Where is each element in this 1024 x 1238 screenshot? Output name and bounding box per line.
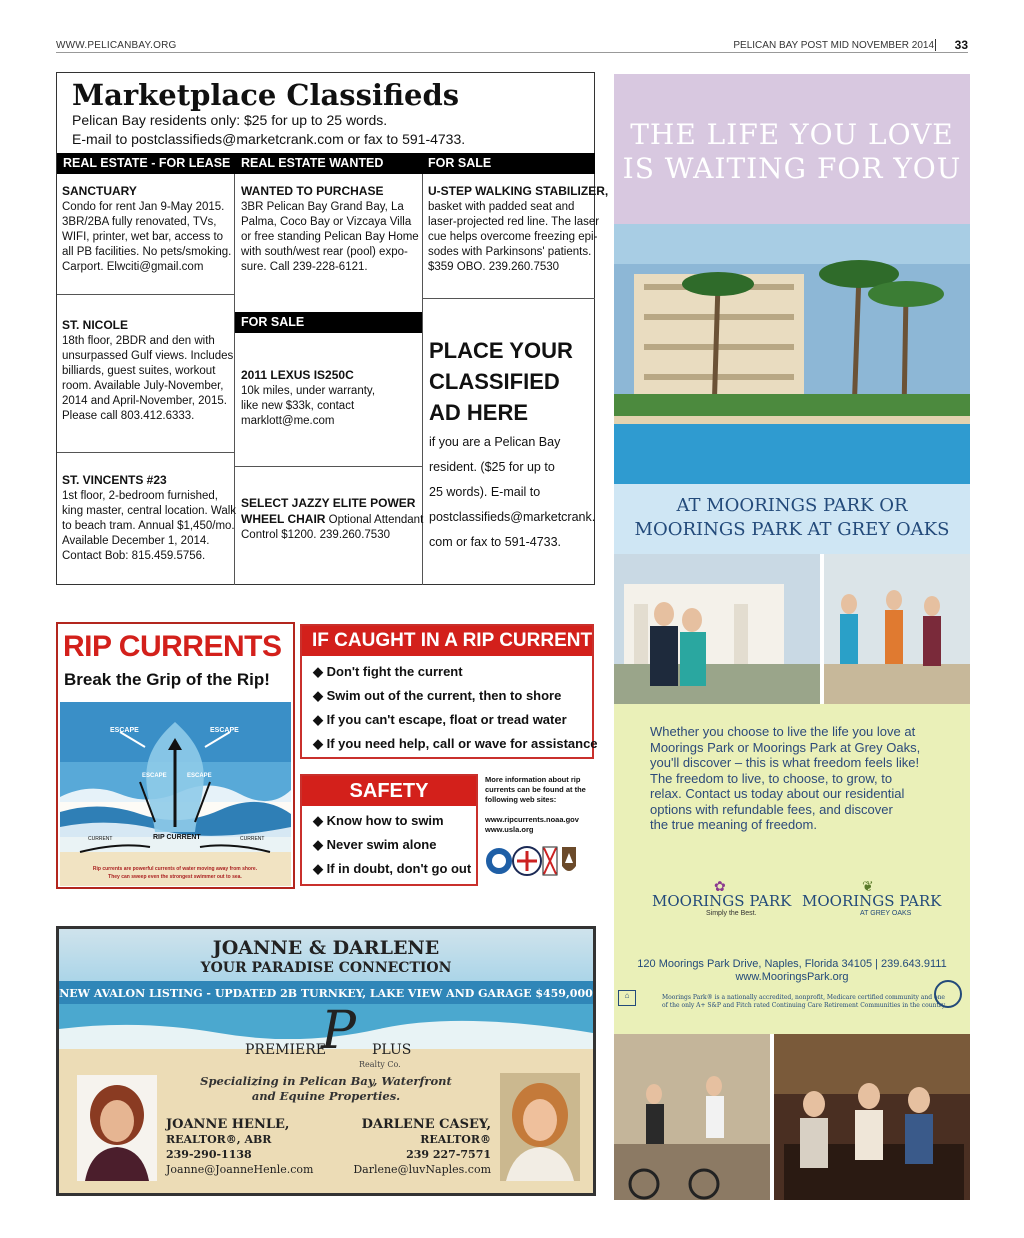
location-line: AT MOORINGS PARK OR xyxy=(676,495,908,516)
caught-text: If you need help, call or wave for assistance xyxy=(326,736,598,751)
headline-line: IS WAITING FOR YOU xyxy=(622,152,962,185)
logo-tagline: AT GREY OAKS xyxy=(860,910,912,917)
classifieds-title: Marketplace Classifieds xyxy=(72,78,460,112)
ad-title: 2011 LEXUS IS250C xyxy=(241,368,354,382)
realtor-names: JOANNE & DARLENE xyxy=(212,937,440,959)
headline-line: THE LIFE YOU LOVE xyxy=(630,118,954,151)
equal-housing-icon: ⌂ xyxy=(618,990,636,1006)
orchid-logo-icon: ✿ xyxy=(714,878,726,894)
ad-line: Carport. Elwciti@gmail.com xyxy=(62,261,204,273)
diamond-icon: ◆ xyxy=(313,712,327,727)
fine-line: of the only A+ S&P and Fitch rated Continuing Care Retirement Communities in the country. xyxy=(662,1002,947,1009)
caught-item xyxy=(313,664,463,680)
ad-wheelchair xyxy=(241,496,423,543)
diamond-icon: ◆ xyxy=(313,688,327,703)
logo-p-monogram: P xyxy=(321,1001,356,1061)
current-label: CURRENT xyxy=(88,836,113,842)
ad-title: WANTED TO PURCHASE xyxy=(241,184,384,198)
col-head-wanted: REAL ESTATE WANTED xyxy=(241,156,384,170)
rip-subtitle: Break the Grip of the Rip! xyxy=(64,670,270,689)
ad-line: with south/west rear (pool) expo- xyxy=(241,246,408,258)
ad-line: 2014 and April-November, 2015. xyxy=(62,395,227,407)
safety-text: Know how to swim xyxy=(326,813,444,828)
escape-label: ESCAPE xyxy=(110,727,139,734)
row-divider xyxy=(57,452,234,453)
ad-line: laser-projected red line. The laser xyxy=(428,216,600,228)
darlene-photo xyxy=(500,1073,580,1181)
ad-line: marklott@me.com xyxy=(241,415,335,427)
moorings-park-ad xyxy=(614,74,970,1200)
ad-line: Contact Bob: 815.459.5756. xyxy=(62,550,206,562)
safety-title: SAFETY xyxy=(349,780,429,802)
ad-line: king master, central location. Walk xyxy=(62,505,237,517)
ad-line: Control $1200. 239.260.7530 xyxy=(241,529,390,541)
specialty-text xyxy=(169,1074,483,1104)
header-divider xyxy=(935,39,936,51)
address: 120 Moorings Park Drive, Naples, Florida 34105 | 239.643.9111 xyxy=(637,958,947,970)
rip-caption: They can sweep even the strongest swimmer out to sea. xyxy=(108,874,242,880)
rip-current-label: RIP CURRENT xyxy=(153,834,201,841)
ad-line: 1st floor, 2-bedroom furnished, xyxy=(62,490,218,502)
agent-darlene xyxy=(339,1117,491,1177)
place-ad-body xyxy=(429,430,596,555)
ad-line: 18th floor, 2BDR and den with xyxy=(62,335,215,347)
ad-line: basket with padded seat and xyxy=(428,201,575,213)
caught-text: If you can't escape, float or tread water xyxy=(326,712,567,727)
diamond-icon: ◆ xyxy=(313,813,327,828)
logo-premiere: PREMIERE xyxy=(245,1042,327,1058)
body-line: relax. Contact us today about our residential xyxy=(650,786,905,801)
ad-title: ST. VINCENTS #23 xyxy=(62,473,167,487)
ad-st-nicole xyxy=(62,318,233,424)
header-rule xyxy=(56,52,968,53)
place-ad-heading xyxy=(429,335,573,428)
moorings-body xyxy=(650,724,932,833)
ad-title: ST. NICOLE xyxy=(62,318,129,332)
ad-line: WIFI, printer, wet bar, access to xyxy=(62,231,224,243)
ad-line: 3BR Pelican Bay Grand Bay, La xyxy=(241,201,404,213)
agent-joanne xyxy=(166,1117,313,1177)
page-number: 33 xyxy=(954,38,968,52)
logo-tagline: Simply the Best. xyxy=(706,910,757,917)
rip-caption: Rip currents are powerful currents of water moving away from shore. xyxy=(92,866,258,872)
oak-logo-icon: ❦ xyxy=(862,878,874,894)
for-sale-label: FOR SALE xyxy=(241,315,305,329)
body-line: if you are a Pelican Bay xyxy=(429,435,561,449)
rip-title: RIP CURRENTS xyxy=(63,630,282,663)
ad-line: 10k miles, under warranty, xyxy=(241,385,376,397)
caught-item xyxy=(313,712,567,728)
resort-pool-photo xyxy=(614,224,970,484)
agent-phone: 239 227-7571 xyxy=(406,1148,491,1161)
more-info xyxy=(485,775,595,835)
realtor-ad xyxy=(56,926,596,1196)
heading-line: PLACE YOUR xyxy=(429,338,573,363)
headline xyxy=(614,118,970,186)
caught-title: IF CAUGHT IN A RIP CURRENT xyxy=(312,630,593,651)
joanne-photo xyxy=(77,1075,157,1181)
agent-title: REALTOR®, ABR xyxy=(166,1133,272,1146)
safety-item xyxy=(313,837,436,853)
ad-line: unsurpassed Gulf views. Includes xyxy=(62,350,234,362)
diamond-icon: ◆ xyxy=(313,861,327,876)
fine-print xyxy=(662,994,946,1010)
body-line: the true meaning of freedom. xyxy=(650,817,817,832)
ad-line: $359 OBO. 239.260.7530 xyxy=(428,261,560,273)
ad-line: to beach tram. Annual $1,450/mo. xyxy=(62,520,235,532)
safety-text: Never swim alone xyxy=(326,837,437,852)
issue-title: PELICAN BAY POST MID NOVEMBER 2014 xyxy=(733,40,934,51)
classifieds-subtitle: Pelican Bay residents only: $25 for up to 25 words. xyxy=(72,112,388,128)
body-line: options with refundable fees, and discover xyxy=(650,801,893,817)
more-line: following web sites: xyxy=(485,795,557,804)
escape-label: ESCAPE xyxy=(187,773,212,779)
ad-line: sodes with Parkinsons' patients. xyxy=(428,246,592,258)
rip-current-diagram xyxy=(60,702,291,886)
ad-line: cue helps overcome freezing epi- xyxy=(428,231,598,243)
safety-item xyxy=(313,861,471,877)
caught-text: Swim out of the current, then to shore xyxy=(326,688,562,703)
ad-line: Available December 1, 2014. xyxy=(62,535,210,547)
website[interactable]: www.MooringsPark.org xyxy=(735,971,849,983)
realtor-tagline: YOUR PARADISE CONNECTION xyxy=(200,960,452,976)
escape-label: ESCAPE xyxy=(210,727,239,734)
fine-line: Moorings Park® is a nationally accredited, nonprofit, Medicare certified community and one xyxy=(662,994,945,1001)
row-divider xyxy=(235,466,422,467)
body-line: resident. ($25 for up to xyxy=(429,460,555,474)
site-link[interactable]: www.usla.org xyxy=(485,825,534,834)
ad-line: Optional Attendant xyxy=(325,514,424,526)
agent-email[interactable]: Darlene@luvNaples.com xyxy=(353,1163,491,1176)
safety-item xyxy=(313,813,444,829)
diamond-icon: ◆ xyxy=(313,664,327,679)
logo-realty: Realty Co. xyxy=(359,1060,401,1069)
fitness-dining-photos xyxy=(614,1034,970,1200)
ad-line: room. Available July-November, xyxy=(62,380,224,392)
agent-email[interactable]: Joanne@JoanneHenle.com xyxy=(166,1163,314,1176)
body-line: Whether you choose to live the life you love at xyxy=(650,724,916,739)
current-label: CURRENT xyxy=(240,836,265,842)
logo-moorings-park: MOORINGS PARK xyxy=(652,892,792,910)
ad-sanctuary xyxy=(62,184,231,275)
site-link[interactable]: www.ripcurrents.noaa.gov xyxy=(485,815,579,824)
classifieds-email: E-mail to postclassifieds@marketcrank.com or fax to 591-4733. xyxy=(72,131,466,147)
ad-wanted xyxy=(241,184,419,275)
body-line: com or fax to 591-4733. xyxy=(429,535,562,549)
ad-line: all PB facilities. No pets/smoking. xyxy=(62,246,232,258)
ad-title: U-STEP WALKING STABILIZER, xyxy=(428,184,609,198)
ad-line: Please call 803.412.6333. xyxy=(62,410,195,422)
ad-line: sure. Call 239-228-6121. xyxy=(241,261,368,273)
ad-title: WHEEL CHAIR xyxy=(241,512,326,526)
accreditation-seal-icon xyxy=(934,980,962,1008)
specialty-line: Specializing in Pelican Bay, Waterfront xyxy=(200,1074,452,1088)
agent-name: DARLENE CASEY, xyxy=(361,1117,491,1132)
logo-moorings-grey-oaks: MOORINGS PARK xyxy=(802,892,942,910)
location-line: MOORINGS PARK AT GREY OAKS xyxy=(634,519,950,540)
diamond-icon: ◆ xyxy=(313,837,327,852)
caught-text: Don't fight the current xyxy=(326,664,463,679)
ad-title: SANCTUARY xyxy=(62,184,137,198)
agent-phone: 239-290-1138 xyxy=(166,1148,252,1161)
safety-text: If in doubt, don't go out xyxy=(326,861,472,876)
residents-photos xyxy=(614,554,970,704)
heading-line: CLASSIFIED xyxy=(429,369,560,394)
specialty-line: and Equine Properties. xyxy=(251,1089,401,1103)
ad-line: Condo for rent Jan 9-May 2015. xyxy=(62,201,225,213)
body-line: The freedom to live, to choose, to grow, to xyxy=(650,770,893,786)
caught-item xyxy=(313,736,598,752)
ad-line: like new $33k, contact xyxy=(241,400,355,412)
heading-line: AD HERE xyxy=(429,400,529,425)
row-divider xyxy=(57,294,234,295)
more-line: More information about rip xyxy=(485,775,581,784)
body-line: Moorings Park or Moorings Park at Grey Oaks, xyxy=(650,739,921,755)
col-head-sale: FOR SALE xyxy=(428,156,492,170)
ad-line: billiards, guest suites, workout xyxy=(62,365,216,377)
agency-seals xyxy=(484,838,580,884)
body-line: 25 words). E-mail to xyxy=(429,485,541,499)
escape-label: ESCAPE xyxy=(142,773,167,779)
site-url: WWW.PELICANBAY.ORG xyxy=(56,40,177,51)
locations xyxy=(614,494,970,542)
col-head-lease: REAL ESTATE - FOR LEASE xyxy=(63,156,231,170)
body-line: postclassifieds@marketcrank. xyxy=(429,510,596,524)
listing-banner: NEW AVALON LISTING - UPDATED 2B TURNKEY, LAKE VIEW AND GARAGE $459,000 xyxy=(59,987,593,1000)
more-line: currents can be found at the xyxy=(485,785,586,794)
diamond-icon: ◆ xyxy=(313,736,327,751)
row-divider xyxy=(422,298,595,299)
agent-name: JOANNE HENLE, xyxy=(166,1117,290,1132)
ad-line: Palma, Coco Bay or Vizcaya Villa xyxy=(241,216,412,228)
ad-line: 3BR/2BA fully renovated, TVs, xyxy=(62,216,217,228)
body-line: you'll discover – this is what freedom feels like! xyxy=(650,755,920,770)
logo-plus: PLUS xyxy=(372,1042,412,1058)
agent-title: REALTOR® xyxy=(420,1133,491,1146)
ad-lexus xyxy=(241,368,375,429)
ad-ustep xyxy=(428,184,608,275)
ad-line: or free standing Pelican Bay Home xyxy=(241,231,419,243)
ad-title: SELECT JAZZY ELITE POWER xyxy=(241,496,416,510)
ad-st-vincents xyxy=(62,473,236,564)
caught-item xyxy=(313,688,561,704)
